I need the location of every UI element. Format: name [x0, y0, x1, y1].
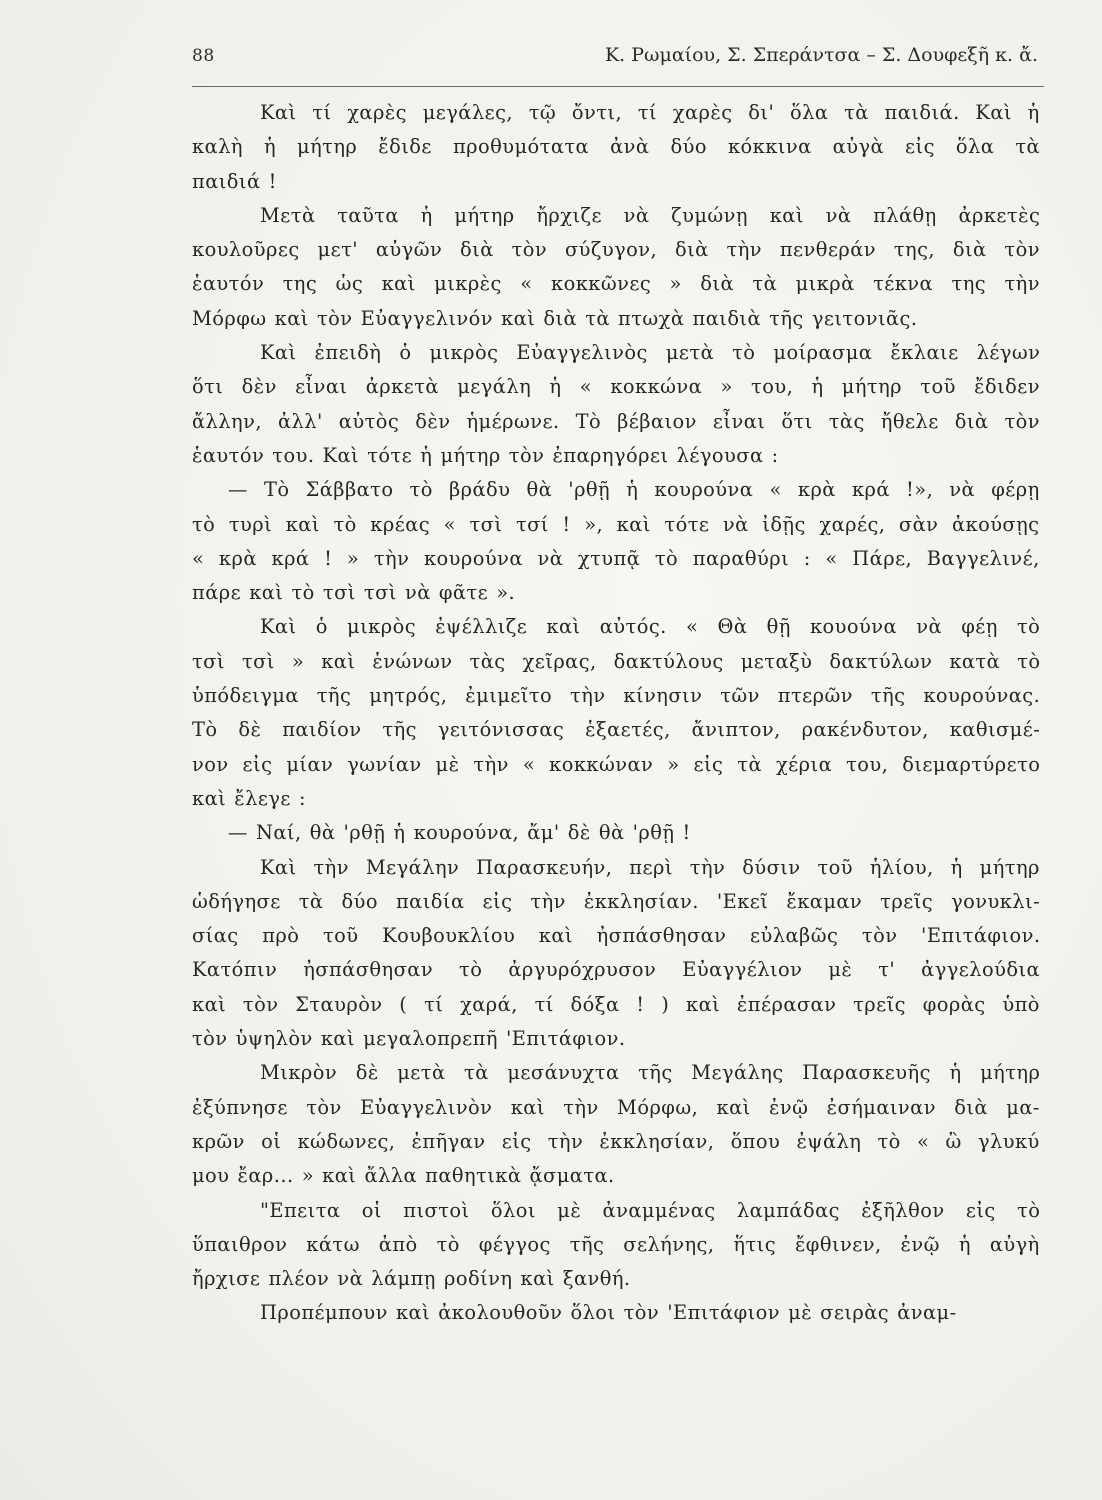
- paragraph: [192, 336, 1072, 473]
- body-text: [192, 96, 1072, 1331]
- text-line: καὶ τὸν Σταυρὸν ( τί χαρά, τί δόξα ! ) καὶ ἐπέρασαν τρεῖς φορὰς ὑπὸ: [192, 992, 1040, 1016]
- text-line: Καὶ ὁ μικρὸς ἐψέλλιζε καὶ αὐτός. « Θὰ θῇ κουούνα νὰ φέῃ τὸ: [260, 615, 1041, 639]
- paragraph: [192, 610, 1072, 816]
- text-line: πάρε καὶ τὸ τσὶ τσὶ νὰ φᾶτε ».: [192, 581, 516, 605]
- text-line: ἐξύπνησε τὸν Εὐαγγελινὸν καὶ τὴν Μόρφω, καὶ ἐνῷ ἐσήμαιναν διὰ μα-: [192, 1095, 1040, 1119]
- text-line: — Ναί, θὰ 'ρθῇ ἡ κουρούνα, ἄμ' δὲ θὰ 'ρθῇ !: [228, 821, 691, 845]
- text-line: Μόρφω καὶ τὸν Εὐαγγελινόν καὶ διὰ τὰ πτωχὰ παιδιὰ τῆς γειτονιᾶς.: [192, 306, 918, 330]
- running-head: Κ. Ρωμαίου, Σ. Σπεράντσα – Σ. Δουφεξῆ κ. ἄ.: [604, 44, 1038, 66]
- text-line: ἤρχισε πλέον νὰ λάμπῃ ροδίνη καὶ ξανθή.: [192, 1267, 631, 1291]
- text-line: « κρὰ κρά ! » τὴν κουρούνα νὰ χτυπᾷ τὸ παραθύρι : « Πάρε, Βαγγελινέ,: [192, 546, 1040, 570]
- text-line: Καὶ τὴν Μεγάλην Παρασκευήν, περὶ τὴν δύσιν τοῦ ἡλίου, ἡ μήτηρ: [260, 855, 1040, 879]
- text-line: Καὶ τί χαρὲς μεγάλες, τῷ ὄντι, τί χαρὲς δι' ὅλα τὰ παιδιά. Καὶ ἡ: [260, 101, 1040, 124]
- text-line: Μικρὸν δὲ μετὰ τὰ μεσάνυχτα τῆς Μεγάλης Παρασκευῆς ἡ μήτηρ: [260, 1061, 1041, 1085]
- text-line: ἑαυτόν του. Καὶ τότε ἡ μήτηρ τὸν ἐπαρηγόρει λέγουσα :: [192, 443, 779, 467]
- text-line: Προπέμπουν καὶ ἀκολουθοῦν ὅλοι τὸν 'Επιτάφιον μὲ σειρὰς ἀναμ-: [260, 1301, 957, 1325]
- text-line: σίας πρὸ τοῦ Κουβουκλίου καὶ ἠσπάσθησαν εὐλαβῶς τὸν 'Επιτάφιον.: [192, 924, 1041, 948]
- text-line: ἄλλην, ἀλλ' αὐτὸς δὲν ἡμέρωνε. Τὸ βέβαιον εἶναι ὅτι τὰς ἤθελε διὰ τὸν: [192, 409, 1041, 433]
- paragraph: [192, 96, 1072, 199]
- text-line: τὸ τυρὶ καὶ τὸ κρέας « τσὶ τσί ! », καὶ τότε νὰ ἰδῇς χαρές, σὰν ἀκούσῃς: [192, 512, 1040, 536]
- text-line: Μετὰ ταῦτα ἡ μήτηρ ἤρχιζε νὰ ζυμώνῃ καὶ νὰ πλάθῃ ἀρκετὲς: [260, 203, 1041, 227]
- paragraph: [192, 1296, 1072, 1330]
- page-header: [192, 42, 1050, 82]
- text-line: νον εἰς μίαν γωνίαν μὲ τὴν « κοκκώναν » εἰς τὰ χέρια του, διεμαρτύρετο: [192, 752, 1041, 776]
- text-line: Κατόπιν ἠσπάσθησαν τὸ ἀργυρόχρυσον Εὐαγγέλιον μὲ τ' ἀγγελούδια: [192, 958, 1041, 982]
- text-line: παιδιά !: [192, 169, 277, 193]
- text-line: τσὶ τσὶ » καὶ ἑνώνων τὰς χεῖρας, δακτύλους μεταξὺ δακτύλων κατὰ τὸ: [192, 649, 1041, 673]
- text-line: καὶ ἔλεγε :: [192, 786, 307, 810]
- text-line: ἑαυτόν της ὡς καὶ μικρὲς « κοκκῶνες » διὰ τὰ μικρὰ τέκνα της τὴν: [192, 272, 1040, 296]
- text-line: κρῶν οἱ κώδωνες, ἐπῆγαν εἰς τὴν ἐκκλησίαν, ὅπου ἐψάλη τὸ « ὢ γλυκύ: [192, 1129, 1040, 1153]
- text-line: ὡδήγησε τὰ δύο παιδία εἰς τὴν ἐκκλησίαν. 'Εκεῖ ἔκαμαν τρεῖς γονυκλι-: [192, 889, 1041, 913]
- paragraph: [192, 199, 1072, 336]
- text-line: "Επειτα οἱ πιστοὶ ὅλοι μὲ ἀναμμένας λαμπάδας ἐξῆλθον εἰς τὸ: [260, 1198, 1041, 1222]
- page-number: 88: [192, 46, 215, 66]
- text-line: μου ἔαρ... » καὶ ἄλλα παθητικὰ ᾄσματα.: [192, 1164, 615, 1188]
- text-line: κουλοῦρες μετ' αὐγῶν διὰ τὸν σύζυγον, διὰ τὴν πενθεράν της, διὰ τὸν: [192, 238, 1040, 262]
- text-line: ὅτι δὲν εἶναι ἀρκετὰ μεγάλη ἡ « κοκκώνα » του, ἡ μήτηρ τοῦ ἔδιδεν: [192, 375, 1040, 399]
- text-line: Καὶ ἐπειδὴ ὁ μικρὸς Εὐαγγελινὸς μετὰ τὸ μοίρασμα ἔκλαιε λέγων: [260, 341, 1041, 365]
- paragraph: [192, 816, 1072, 850]
- text-line: ὑπόδειγμα τῆς μητρός, ἐμιμεῖτο τὴν κίνησιν τῶν πτερῶν τῆς κουρούνας.: [192, 684, 1041, 708]
- paragraph: [192, 1056, 1072, 1193]
- text-line: Τὸ δὲ παιδίον τῆς γειτόνισσας ἑξαετές, ἄνιπτον, ρακένδυτον, καθισμέ-: [192, 718, 1041, 742]
- paragraph: [192, 1194, 1072, 1297]
- text-line: — Τὸ Σάββατο τὸ βράδυ θὰ 'ρθῇ ἡ κουρούνα « κρὰ κρά !», νὰ φέρῃ: [228, 478, 1040, 502]
- paragraph: [192, 473, 1072, 610]
- text-line: καλὴ ἡ μήτηρ ἔδιδε προθυμότατα ἀνὰ δύο κόκκινα αὐγὰ εἰς ὅλα τὰ: [192, 135, 1041, 159]
- text-line: ὕπαιθρον κάτω ἀπὸ τὸ φέγγος τῆς σελήνης, ἥτις ἔφθινεν, ἐνῷ ἡ αὐγὴ: [192, 1232, 1040, 1256]
- text-line: τὸν ὑψηλὸν καὶ μεγαλοπρεπῆ 'Επιτάφιον.: [192, 1027, 626, 1051]
- header-rule: [192, 86, 1044, 87]
- paragraph: [192, 851, 1072, 1057]
